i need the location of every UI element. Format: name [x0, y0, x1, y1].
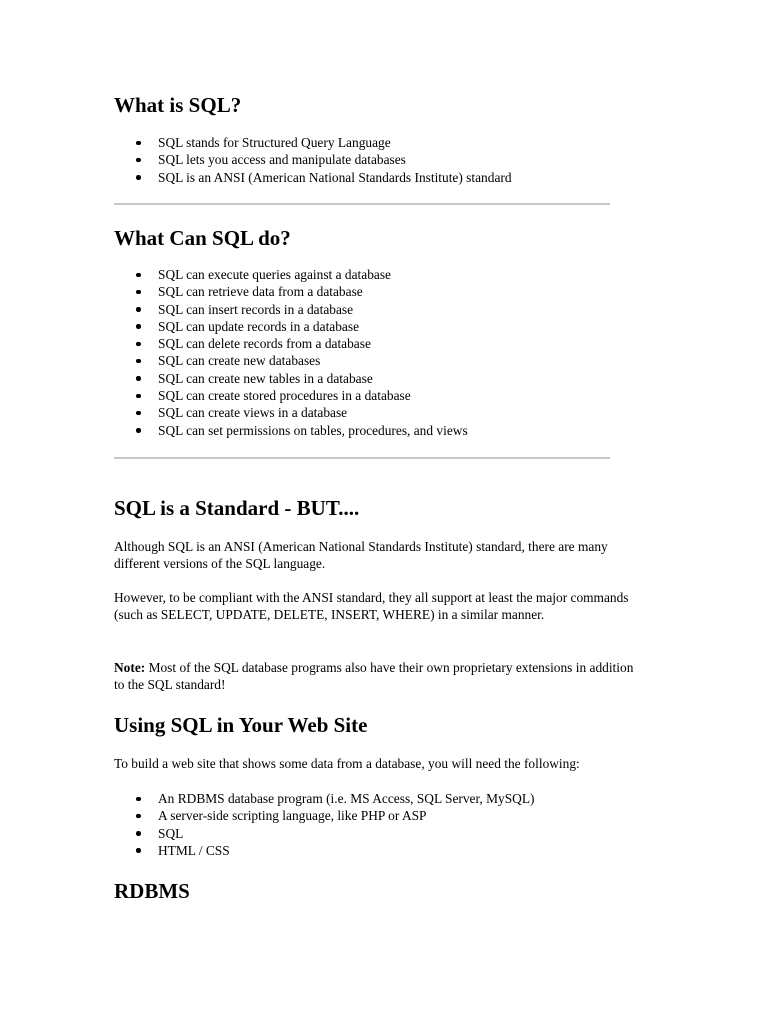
list-item: SQL can create new tables in a database	[114, 370, 468, 387]
list-item: SQL is an ANSI (American National Standards Institute) standard	[114, 169, 512, 186]
list-web-site-needs	[114, 790, 534, 859]
paragraph-versions: Although SQL is an ANSI (American National Standards Institute) standard, there are many different versions of the SQL language.	[114, 539, 608, 572]
paragraph-note	[114, 659, 642, 694]
paragraph-compliance: However, to be compliant with the ANSI standard, they all support at least the major commands (such as SELECT, UPDATE, DELETE, INSERT, WHERE) in a similar manner.	[114, 590, 629, 623]
note-label: Note:	[114, 660, 146, 675]
list-item: SQL can update records in a database	[114, 318, 468, 335]
list-item: SQL can create views in a database	[114, 404, 468, 421]
heading-rdbms: RDBMS	[114, 879, 190, 903]
list-item: SQL stands for Structured Query Language	[114, 134, 512, 151]
list-item: SQL can delete records from a database	[114, 335, 468, 352]
divider	[114, 457, 610, 459]
divider	[114, 203, 610, 205]
list-item: SQL can set permissions on tables, procedures, and views	[114, 422, 468, 439]
list-item: SQL can execute queries against a database	[114, 266, 468, 283]
heading-sql-standard: SQL is a Standard - BUT....	[114, 496, 360, 520]
list-item: An RDBMS database program (i.e. MS Access, SQL Server, MySQL)	[114, 790, 534, 807]
list-item: SQL can create stored procedures in a database	[114, 387, 468, 404]
heading-what-can-sql-do: What Can SQL do?	[114, 226, 291, 250]
list-item: SQL can insert records in a database	[114, 301, 468, 318]
list-item: SQL	[114, 825, 534, 842]
list-item: SQL lets you access and manipulate databases	[114, 151, 512, 168]
heading-using-sql-web-site: Using SQL in Your Web Site	[114, 713, 368, 737]
note-text: Most of the SQL database programs also have their own proprietary extensions in addition to the SQL standard!	[114, 660, 634, 693]
list-item: A server-side scripting language, like PHP or ASP	[114, 807, 534, 824]
paragraph-build-intro: To build a web site that shows some data from a database, you will need the following:	[114, 756, 580, 771]
list-what-can-sql-do	[114, 266, 468, 439]
list-item: SQL can retrieve data from a database	[114, 283, 468, 300]
list-what-is-sql	[114, 134, 512, 186]
list-item: SQL can create new databases	[114, 352, 468, 369]
list-item: HTML / CSS	[114, 842, 534, 859]
heading-what-is-sql: What is SQL?	[114, 93, 242, 117]
